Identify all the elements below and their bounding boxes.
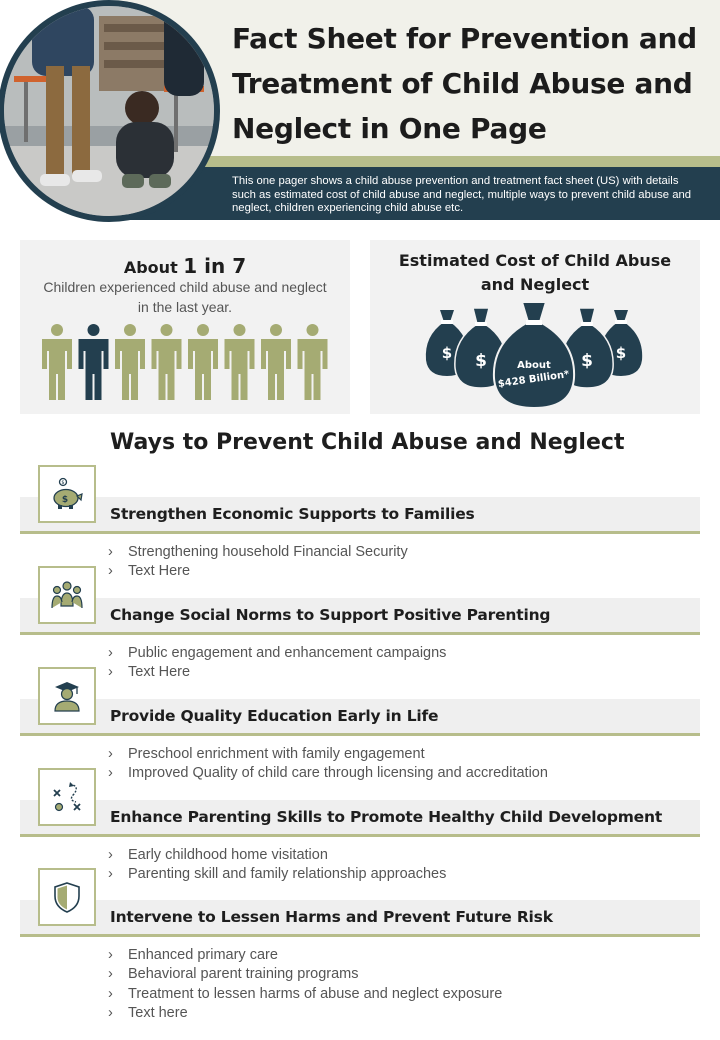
way-header-social-norms [20,598,700,635]
list-item: › Parenting skill and family relationship approaches [108,865,446,884]
child-photo-illustration [4,6,214,216]
list-item: › Strengthening household Financial Security [108,543,408,562]
person-icon [79,324,109,400]
svg-text:$: $ [61,495,69,505]
graduate-icon [38,667,96,725]
way-label: Enhance Parenting Skills to Promote Healthy Child Development [110,808,663,826]
strategy-icon [38,768,96,826]
person-icon [188,324,218,400]
cost-value: $428 Billion* [497,369,571,390]
person-icon [261,324,291,400]
way-header-economic [20,497,700,534]
people-row [42,324,332,402]
cost-about-label: About [517,360,551,371]
money-bags-illustration [410,302,650,410]
children-stat-heading [20,254,350,278]
way-header-parenting-skills [20,800,700,837]
page-title: Fact Sheet for Prevention and Treatment of Child Abuse and Neglect in One Page [232,22,697,145]
children-stat-panel [20,240,350,414]
cost-stat-panel [370,240,700,414]
cost-title: Estimated Cost of Child Abuse and Neglect [398,251,672,294]
list-item: › Behavioral parent training programs [108,965,502,984]
children-stat-prefix: About [123,258,178,277]
way-label: Provide Quality Education Early in Life [110,707,439,725]
shield-icon [38,868,96,926]
list-item: › Improved Quality of child care through licensing and accreditation [108,764,548,783]
children-stat-value: 1 in 7 [183,254,247,278]
list-item: › Early childhood home visitation [108,846,446,865]
list-item: › Text here [108,1004,502,1023]
person-icon [152,324,182,400]
svg-text:$: $ [581,351,593,371]
ways-title: Ways to Prevent Child Abuse and Neglect [110,430,625,455]
person-icon [115,324,145,400]
way-bullet-list [108,745,548,784]
way-bullet-list [108,946,502,1023]
way-header-intervene [20,900,700,937]
header-photo [0,0,220,222]
list-item: › Public engagement and enhancement campaigns [108,644,446,663]
piggy-bank-icon [38,465,96,523]
group-icon [38,566,96,624]
list-item: › Text Here [108,562,408,581]
page-subtitle: This one pager shows a child abuse prevention and treatment fact sheet (US) with details such as estimated cost of child abuse and neglect, multiple ways to prevent child abuse and neglect, children experiencing child abuse etc. [232,175,692,214]
way-bullet-list [108,543,408,582]
list-item: › Preschool enrichment with family engagement [108,745,548,764]
person-icon [225,324,255,400]
main-money-bag-icon [494,302,574,408]
way-bullet-list [108,846,446,885]
way-label: Strengthen Economic Supports to Families [110,505,475,523]
person-icon [298,324,328,400]
list-item: › Text Here [108,663,446,682]
way-bullet-list [108,644,446,683]
children-stat-description: Children experienced child abuse and neglect in the last year. [43,279,327,315]
svg-text:$: $ [441,344,453,362]
way-label: Change Social Norms to Support Positive Parenting [110,606,551,624]
svg-text:$: $ [61,480,65,486]
way-header-education [20,699,700,736]
person-icon [42,324,72,400]
way-label: Intervene to Lessen Harms and Prevent Future Risk [110,908,553,926]
list-item: › Treatment to lessen harms of abuse and neglect exposure [108,985,502,1004]
svg-text:$: $ [475,351,487,371]
list-item: › Enhanced primary care [108,946,502,965]
svg-text:$: $ [615,344,627,362]
